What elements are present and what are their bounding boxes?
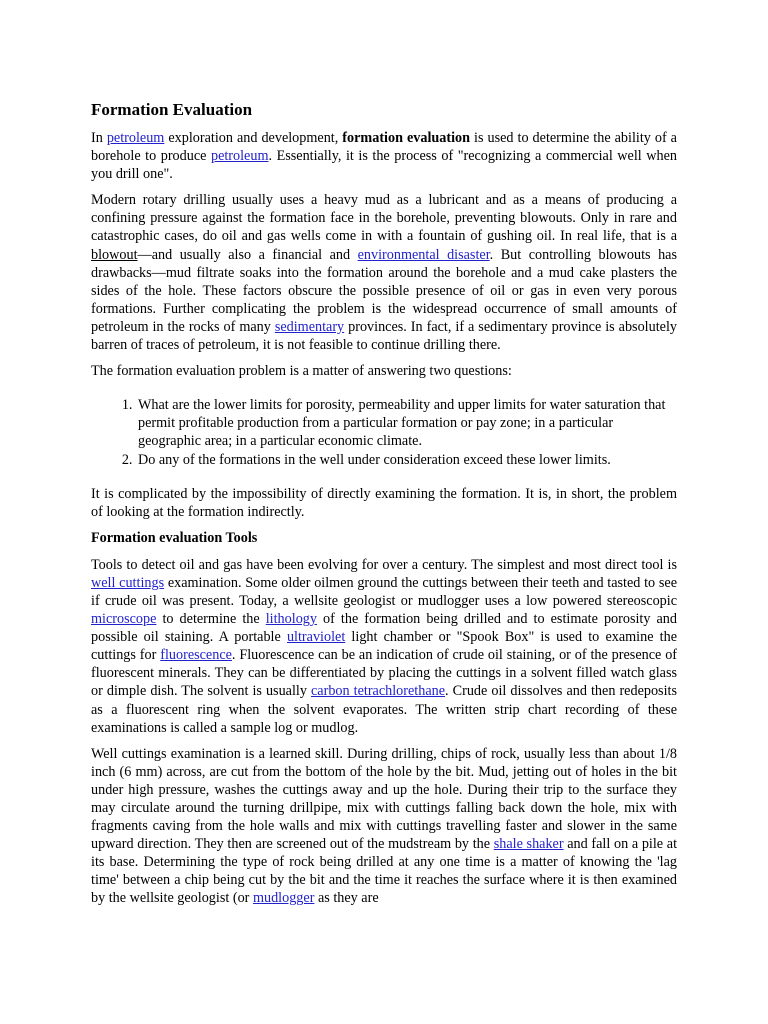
text: In xyxy=(91,130,107,146)
link-mudlogger[interactable]: mudlogger xyxy=(252,890,315,907)
link-fluorescence[interactable]: fluorescence xyxy=(160,647,232,664)
paragraph-cuttings xyxy=(91,745,677,908)
text: of the formation being drilled and to estimate porosity and possible oil staining. A portable xyxy=(91,611,677,646)
list-item: 1. What are the lower limits for porosity, permeability and upper limits for water saturation that permit profitable production from a particular formation or pay zone; in a particular geographic area; in a particular economic climate. xyxy=(136,396,677,450)
text: —and usually also a financial and xyxy=(137,246,358,263)
link-shale-shaker[interactable]: shale shaker xyxy=(493,836,564,853)
paragraph-indirect: It is complicated by the impossibility of directly examining the formation. It is, in short, the problem of looking at the formation indirectly. xyxy=(91,485,677,520)
text: as they are xyxy=(314,890,379,907)
section-heading: Formation evaluation Tools xyxy=(91,529,258,546)
list-item: 2. Do any of the formations in the well under consideration exceed these lower limits. xyxy=(136,451,677,469)
link-petroleum-2[interactable]: petroleum xyxy=(210,148,269,165)
document-page xyxy=(91,98,677,916)
paragraph-intro xyxy=(91,129,677,183)
link-microscope[interactable]: microscope xyxy=(91,611,157,628)
text: . Fluorescence can be an indication of crude oil staining, or of the presence of fluorescent minerals. They can be differentiated by placing the cuttings in a solvent filled watch glass or dimple dish. The solvent is usually xyxy=(91,647,678,700)
text: and fall on a pile at its base. Determining the type of rock being drilled at any one time is a matter of knowing the 'lag time' between a chip being cut by the bit and the time it reaches the surface where it is then examined by the wellsite geologist (or xyxy=(91,836,678,907)
text: is used to determine the ability of a borehole to produce xyxy=(91,130,677,165)
link-blowout[interactable]: blowout xyxy=(91,246,138,263)
link-petroleum[interactable]: petroleum xyxy=(106,130,165,146)
text: . But controlling blowouts has drawbacks—mud filtrate soaks into the formation around the borehole and a mud cake plasters the sides of the hole. These factors obscure the possible presence of oil or gas in even very porous formations. Further complicating the problem is the widespread occurrence of small amounts of petroleum in the rocks of many xyxy=(91,246,677,335)
text: provinces. In fact, if a sedimentary province is absolutely barren of traces of petroleum, it is not feasible to continue drilling there. xyxy=(91,318,677,354)
text: . Crude oil dissolves and then redeposits as a fluorescent ring when the solvent evaporates. The written strip chart recording of these examinations is called a sample log or mudlog. xyxy=(91,683,677,736)
text: to determine the xyxy=(156,611,266,628)
link-carbon-tetrachlorethane[interactable]: carbon tetrachlorethane xyxy=(311,683,446,700)
page-title: Formation Evaluation xyxy=(91,100,253,119)
paragraph-drilling xyxy=(91,191,677,354)
text: . Essentially, it is the process of "recognizing a commercial well when you drill one". xyxy=(91,148,677,183)
link-environmental-disaster[interactable]: environmental disaster xyxy=(357,246,490,263)
link-ultraviolet[interactable]: ultraviolet xyxy=(286,629,346,646)
text: Well cuttings examination is a learned skill. During drilling, chips of rock, usually less than about 1/8 inch (6 mm) across, are cut from the bottom of the hole by the bit. Mud, jetting out of holes in the bit under high pressure, washes the cuttings away and up the hole. During their trip to the surface they may circulate around the turning drillpipe, mix with cuttings falling back down the hole, mix with fragments caving from the hole walls and mix with cuttings travelling faster and slower in the same upward direction. They then are screened out of the mudstream by the xyxy=(91,745,677,853)
text: Modern rotary drilling usually uses a heavy mud as a lubricant and as a means of producing a confining pressure against the formation face in the borehole, preventing blowouts. Only in rare and catastrophic cases, do oil and gas wells come in with a fountain of gushing oil. In real life, that is a xyxy=(91,192,677,245)
paragraph-questions-intro: The formation evaluation problem is a matter of answering two questions: xyxy=(91,363,512,380)
link-lithology[interactable]: lithology xyxy=(265,611,317,628)
text: Tools to detect oil and gas have been evolving for over a century. The simplest and most direct tool is xyxy=(91,556,677,573)
questions-list xyxy=(91,396,677,468)
text: exploration and development, xyxy=(164,130,343,146)
text: light chamber or "Spook Box" is used to examine the cuttings for xyxy=(91,629,677,664)
link-well-cuttings[interactable]: well cuttings xyxy=(91,574,165,591)
paragraph-tools xyxy=(91,556,677,737)
text: examination. Some older oilmen ground the cuttings between their teeth and tasted to see if crude oil was present. Today, a wellsite geologist or mudlogger uses a low powered stereoscopic xyxy=(91,574,677,609)
link-sedimentary[interactable]: sedimentary xyxy=(274,318,345,335)
bold-term: formation evaluation xyxy=(342,130,471,146)
